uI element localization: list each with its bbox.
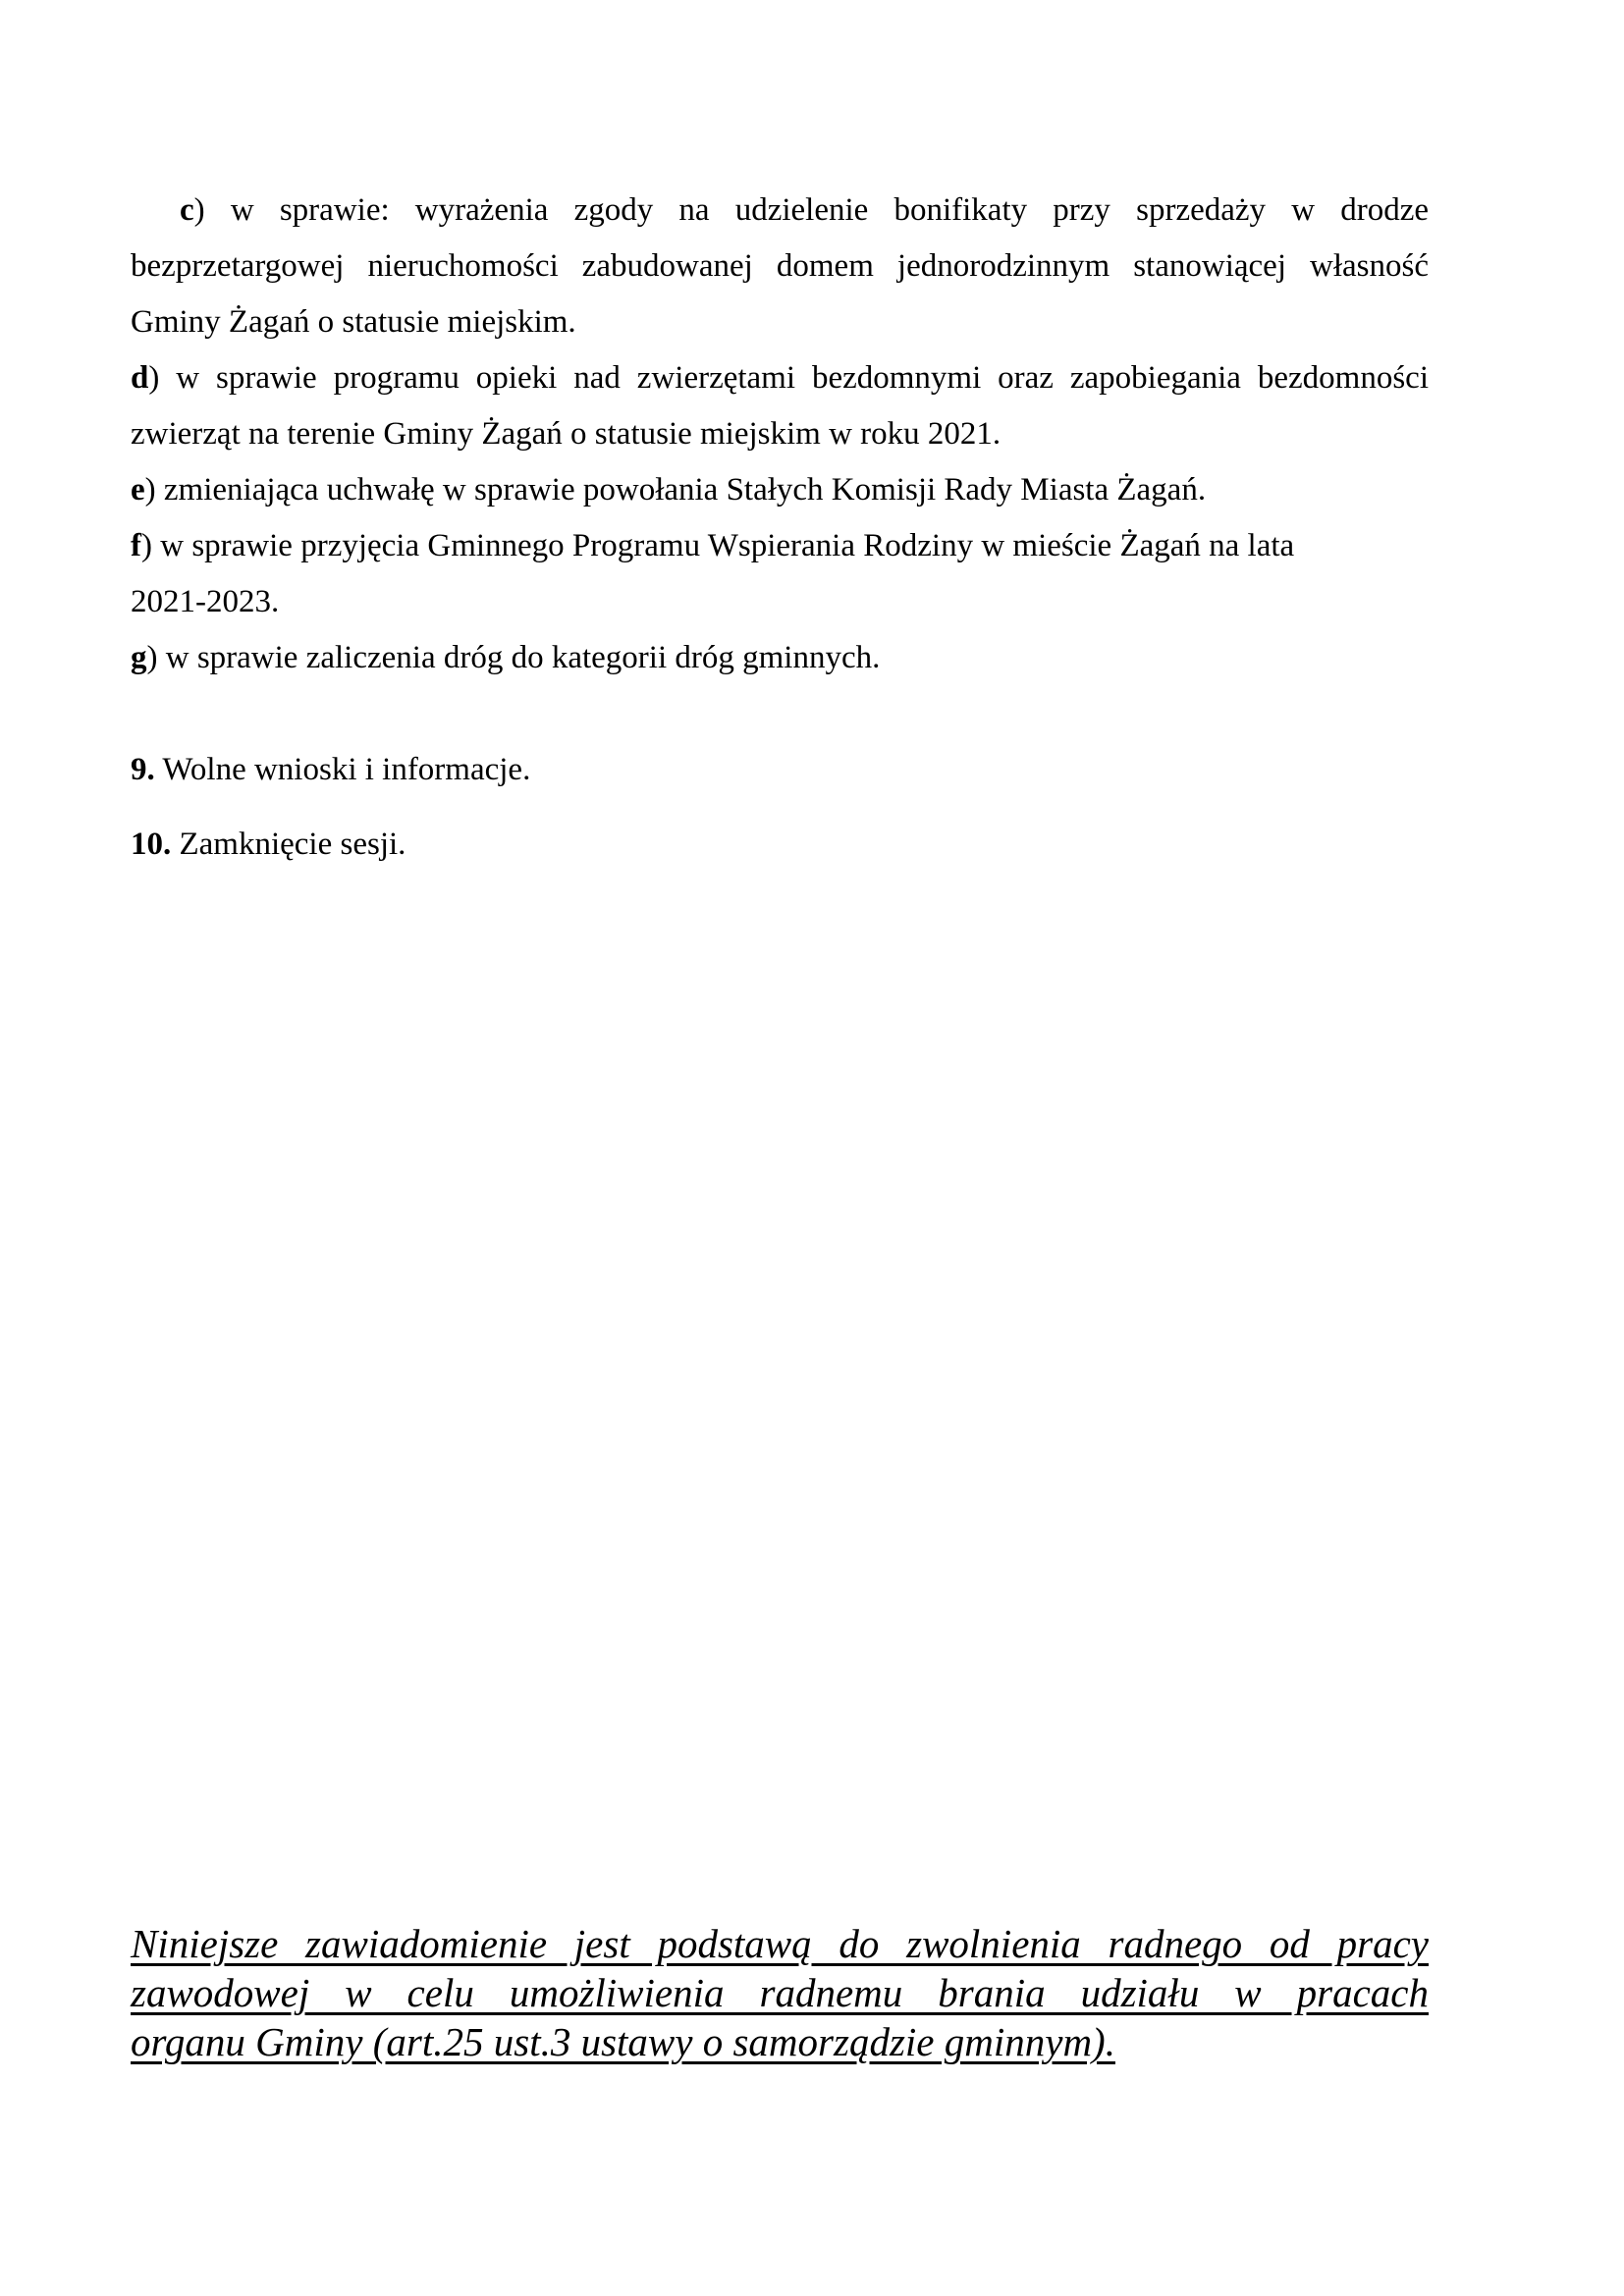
- item-g-paren: ): [146, 640, 158, 675]
- release-note-line-3: [131, 2017, 1429, 2066]
- agenda-item-f-line-1: [131, 518, 1429, 574]
- agenda-item-c: [131, 183, 1429, 350]
- item-10-text-1: Zamknięcie sesji.: [171, 827, 406, 862]
- release-note-line-2: [131, 1968, 1429, 2017]
- item-g-marker: g: [131, 640, 147, 675]
- item-g-text-1: w sprawie zaliczenia dróg do kategorii dróg gminnych.: [157, 640, 881, 675]
- item-d-text-2: zwierząt na terenie Gminy Żagań o statusie miejskim w roku 2021.: [131, 416, 1001, 452]
- agenda-item-d-line-2: [131, 406, 1429, 462]
- item-f-marker: f: [131, 528, 141, 563]
- item-e-paren: ): [144, 472, 156, 507]
- item-d-text-1: w sprawie programu opieki nad zwierzętami bezdomnymi oraz zapobiegania bezdomności: [159, 360, 1429, 396]
- agenda-item-d: [131, 350, 1429, 462]
- release-note-text-1: Niniejsze zawiadomienie jest podstawą do zwolnienia radnego od pracy: [131, 1921, 1429, 1966]
- item-e-marker: e: [131, 472, 145, 507]
- item-9-marker: 9.: [131, 752, 155, 787]
- agenda-section: [131, 183, 1429, 873]
- release-note-text-2: zawodowej w celu umożliwienia radnemu brania udziału w pracach: [131, 1970, 1429, 2015]
- item-c-text-1: w sprawie: wyrażenia zgody na udzielenie bonifikaty przy sprzedaży w drodze: [204, 192, 1429, 228]
- item-f-text-2: 2021-2023.: [131, 584, 280, 619]
- item-c-text-2: bezprzetargowej nieruchomości zabudowanej domem jednorodzinnym stanowiącej własność: [131, 248, 1429, 284]
- agenda-item-9: [131, 742, 1429, 798]
- agenda-item-c-line-2: [131, 239, 1429, 294]
- item-c-text-3: Gminy Żagań o statusie miejskim.: [131, 304, 576, 340]
- item-d-marker: d: [131, 360, 149, 396]
- item-9-text-1: Wolne wnioski i informacje.: [154, 752, 531, 787]
- item-f-text-1: w sprawie przyjęcia Gminnego Programu Wspierania Rodziny w mieście Żagań na lata: [152, 528, 1295, 563]
- agenda-item-g: [131, 630, 1429, 686]
- agenda-item-10: [131, 817, 1429, 873]
- agenda-item-g-line-1: [131, 630, 1429, 686]
- release-note: [131, 1919, 1429, 2066]
- item-f-paren: ): [141, 528, 152, 563]
- agenda-item-e: [131, 462, 1429, 518]
- agenda-item-c-line-1: [131, 183, 1429, 239]
- agenda-item-d-line-1: [131, 350, 1429, 406]
- agenda-item-c-line-3: [131, 294, 1429, 350]
- release-note-line-1: [131, 1919, 1429, 1968]
- item-c-paren: ): [193, 192, 205, 228]
- release-note-text-3: organu Gminy (art.25 ust.3 ustawy o samorządzie gminnym).: [131, 2019, 1115, 2064]
- agenda-item-f-line-2: [131, 574, 1429, 630]
- item-c-marker: c: [180, 192, 194, 228]
- item-d-paren: ): [148, 360, 160, 396]
- item-10-marker: 10.: [131, 827, 172, 862]
- agenda-item-9-line-1: [131, 742, 1429, 798]
- agenda-item-f: [131, 518, 1429, 630]
- agenda-item-e-line-1: [131, 462, 1429, 518]
- item-e-text-1: zmieniająca uchwałę w sprawie powołania Stałych Komisji Rady Miasta Żagań.: [155, 472, 1207, 507]
- agenda-item-10-line-1: [131, 817, 1429, 873]
